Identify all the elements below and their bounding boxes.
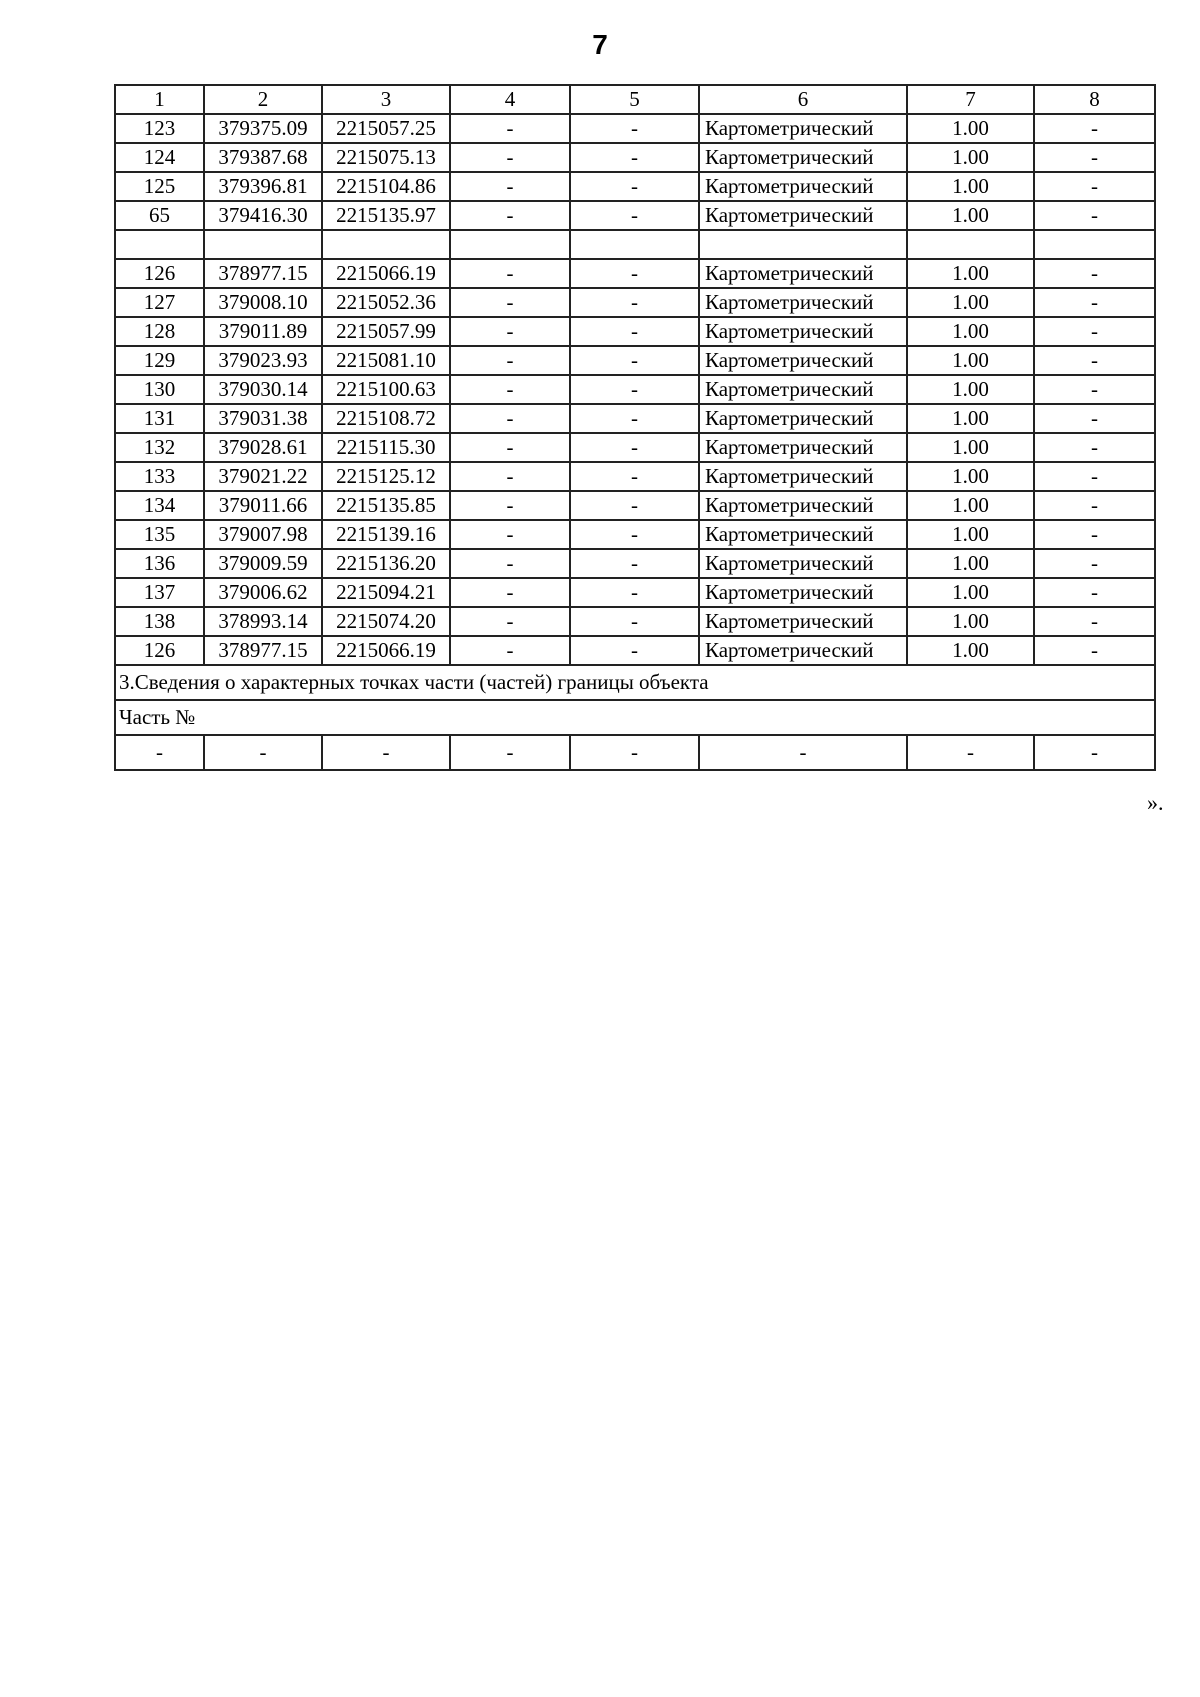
cell-col-6: Картометрический: [699, 172, 907, 201]
cell-col-4: -: [450, 491, 570, 520]
cell-col-1: [115, 230, 204, 259]
cell-col-2: 379023.93: [204, 346, 322, 375]
table-row: [115, 404, 1155, 433]
table-row: [115, 317, 1155, 346]
cell-col-4: -: [450, 288, 570, 317]
cell-col-1: 123: [115, 114, 204, 143]
cell-col-8: -: [1034, 375, 1155, 404]
cell-col-8: -: [1034, 735, 1155, 770]
cell-col-2: 379375.09: [204, 114, 322, 143]
cell-col-8: -: [1034, 201, 1155, 230]
cell-col-3: 2215104.86: [322, 172, 450, 201]
cell-col-7: 1.00: [907, 288, 1034, 317]
cell-col-2: 379416.30: [204, 201, 322, 230]
cell-col-8: -: [1034, 578, 1155, 607]
cell-col-3: 2215139.16: [322, 520, 450, 549]
cell-col-2: 378977.15: [204, 636, 322, 665]
cell-col-2: 379021.22: [204, 462, 322, 491]
cell-col-4: -: [450, 114, 570, 143]
cell-col-8: -: [1034, 317, 1155, 346]
cell-col-4: -: [450, 607, 570, 636]
cell-col-5: -: [570, 491, 699, 520]
cell-col-3: 2215136.20: [322, 549, 450, 578]
cell-col-8: -: [1034, 549, 1155, 578]
cell-col-6: -: [699, 735, 907, 770]
cell-col-8: -: [1034, 491, 1155, 520]
cell-col-4: -: [450, 404, 570, 433]
cell-col-3: 2215125.12: [322, 462, 450, 491]
cell-col-7: 1.00: [907, 491, 1034, 520]
cell-col-3: 2215081.10: [322, 346, 450, 375]
cell-col-1: 124: [115, 143, 204, 172]
table-body: [115, 85, 1155, 770]
cell-col-8: -: [1034, 404, 1155, 433]
cell-col-7: 1.00: [907, 607, 1034, 636]
cell-col-4: -: [450, 143, 570, 172]
cell-col-8: -: [1034, 520, 1155, 549]
cell-col-2: 379396.81: [204, 172, 322, 201]
cell-col-1: 65: [115, 201, 204, 230]
cell-col-6: Картометрический: [699, 607, 907, 636]
cell-col-1: 136: [115, 549, 204, 578]
cell-col-5: -: [570, 201, 699, 230]
cell-col-6: 6: [699, 85, 907, 114]
cell-col-8: -: [1034, 259, 1155, 288]
table-row: [115, 143, 1155, 172]
cell-col-5: -: [570, 404, 699, 433]
page-number: 7: [592, 29, 608, 60]
cell-col-3: [322, 230, 450, 259]
cell-col-2: 379009.59: [204, 549, 322, 578]
cell-col-2: 2: [204, 85, 322, 114]
cell-col-6: Картометрический: [699, 317, 907, 346]
cell-col-2: 378977.15: [204, 259, 322, 288]
table-row: [115, 520, 1155, 549]
cell-col-5: -: [570, 375, 699, 404]
cell-col-4: -: [450, 462, 570, 491]
cell-col-2: 379028.61: [204, 433, 322, 462]
cell-col-8: -: [1034, 636, 1155, 665]
cell-col-4: -: [450, 578, 570, 607]
section3-title-row: [115, 665, 1155, 700]
cell-col-7: -: [907, 735, 1034, 770]
cell-col-5: -: [570, 578, 699, 607]
cell-col-3: 2215100.63: [322, 375, 450, 404]
cell-col-4: -: [450, 346, 570, 375]
cell-col-5: -: [570, 317, 699, 346]
table-row: [115, 491, 1155, 520]
table-row: [115, 114, 1155, 143]
part-label-row-text: Часть №: [115, 700, 1155, 735]
cell-col-6: Картометрический: [699, 462, 907, 491]
cell-col-4: -: [450, 735, 570, 770]
cell-col-1: 1: [115, 85, 204, 114]
cell-col-1: 138: [115, 607, 204, 636]
cell-col-8: -: [1034, 346, 1155, 375]
cell-col-2: 379011.66: [204, 491, 322, 520]
cell-col-6: Картометрический: [699, 346, 907, 375]
cell-col-2: 379011.89: [204, 317, 322, 346]
table-row: [115, 172, 1155, 201]
cell-col-5: -: [570, 520, 699, 549]
cell-col-3: 2215108.72: [322, 404, 450, 433]
cell-col-7: 7: [907, 85, 1034, 114]
cell-col-4: -: [450, 375, 570, 404]
cell-col-1: 126: [115, 636, 204, 665]
table-row: [115, 259, 1155, 288]
cell-col-6: Картометрический: [699, 549, 907, 578]
cell-col-7: 1.00: [907, 172, 1034, 201]
cell-col-2: -: [204, 735, 322, 770]
cell-col-6: Картометрический: [699, 143, 907, 172]
cell-col-7: 1.00: [907, 578, 1034, 607]
cell-col-8: -: [1034, 462, 1155, 491]
cell-col-6: Картометрический: [699, 114, 907, 143]
closing-quote: ».: [1147, 790, 1164, 815]
cell-col-1: 130: [115, 375, 204, 404]
cell-col-1: 131: [115, 404, 204, 433]
cell-col-3: 2215057.99: [322, 317, 450, 346]
cell-col-8: -: [1034, 172, 1155, 201]
table-row: [115, 549, 1155, 578]
table-row: [115, 607, 1155, 636]
cell-col-6: [699, 230, 907, 259]
cell-col-4: -: [450, 636, 570, 665]
table-row: [115, 201, 1155, 230]
cell-col-5: -: [570, 636, 699, 665]
cell-col-5: -: [570, 346, 699, 375]
cell-col-2: 379007.98: [204, 520, 322, 549]
cell-col-1: 133: [115, 462, 204, 491]
cell-col-8: -: [1034, 607, 1155, 636]
cell-col-7: 1.00: [907, 375, 1034, 404]
cell-col-4: [450, 230, 570, 259]
table-row: [115, 462, 1155, 491]
cell-col-5: -: [570, 433, 699, 462]
cell-col-6: Картометрический: [699, 375, 907, 404]
cell-col-7: 1.00: [907, 259, 1034, 288]
cell-col-5: -: [570, 735, 699, 770]
cell-col-1: 137: [115, 578, 204, 607]
cell-col-7: 1.00: [907, 114, 1034, 143]
table-row: [115, 578, 1155, 607]
cell-col-4: -: [450, 172, 570, 201]
cell-col-4: -: [450, 317, 570, 346]
cell-col-8: -: [1034, 433, 1155, 462]
table-row: [115, 375, 1155, 404]
cell-col-1: 127: [115, 288, 204, 317]
cell-col-5: -: [570, 607, 699, 636]
cell-col-6: Картометрический: [699, 491, 907, 520]
cell-col-2: 379387.68: [204, 143, 322, 172]
cell-col-1: 129: [115, 346, 204, 375]
coordinates-table: [114, 84, 1156, 771]
cell-col-3: 2215094.21: [322, 578, 450, 607]
cell-col-5: 5: [570, 85, 699, 114]
table-row: [115, 288, 1155, 317]
cell-col-3: 2215075.13: [322, 143, 450, 172]
cell-col-2: 379008.10: [204, 288, 322, 317]
cell-col-7: 1.00: [907, 520, 1034, 549]
cell-col-5: -: [570, 172, 699, 201]
header-row: [115, 85, 1155, 114]
cell-col-2: 379030.14: [204, 375, 322, 404]
cell-col-3: 2215066.19: [322, 259, 450, 288]
cell-col-7: 1.00: [907, 201, 1034, 230]
cell-col-3: 2215115.30: [322, 433, 450, 462]
cell-col-8: 8: [1034, 85, 1155, 114]
cell-col-3: 3: [322, 85, 450, 114]
cell-col-1: -: [115, 735, 204, 770]
cell-col-6: Картометрический: [699, 201, 907, 230]
cell-col-7: 1.00: [907, 549, 1034, 578]
cell-col-1: 132: [115, 433, 204, 462]
table-row: [115, 636, 1155, 665]
cell-col-7: 1.00: [907, 143, 1034, 172]
cell-col-3: 2215135.97: [322, 201, 450, 230]
empty-separator-row: [115, 230, 1155, 259]
cell-col-3: -: [322, 735, 450, 770]
cell-col-5: [570, 230, 699, 259]
cell-col-6: Картометрический: [699, 404, 907, 433]
cell-col-4: -: [450, 549, 570, 578]
cell-col-1: 126: [115, 259, 204, 288]
cell-col-7: 1.00: [907, 346, 1034, 375]
cell-col-8: [1034, 230, 1155, 259]
cell-col-8: -: [1034, 143, 1155, 172]
cell-col-7: 1.00: [907, 433, 1034, 462]
cell-col-3: 2215074.20: [322, 607, 450, 636]
part-label-row: [115, 700, 1155, 735]
cell-col-7: 1.00: [907, 404, 1034, 433]
cell-col-5: -: [570, 259, 699, 288]
cell-col-1: 134: [115, 491, 204, 520]
cell-col-4: -: [450, 520, 570, 549]
cell-col-8: -: [1034, 288, 1155, 317]
part-data-row: [115, 735, 1155, 770]
cell-col-5: -: [570, 114, 699, 143]
cell-col-4: 4: [450, 85, 570, 114]
cell-col-5: -: [570, 288, 699, 317]
table-row: [115, 433, 1155, 462]
section3-title-row-text: 3.Сведения о характерных точках части (частей) границы объекта: [115, 665, 1155, 700]
cell-col-2: 378993.14: [204, 607, 322, 636]
cell-col-5: -: [570, 462, 699, 491]
cell-col-1: 125: [115, 172, 204, 201]
table-row: [115, 346, 1155, 375]
cell-col-7: 1.00: [907, 636, 1034, 665]
cell-col-2: 379031.38: [204, 404, 322, 433]
cell-col-4: -: [450, 201, 570, 230]
cell-col-3: 2215066.19: [322, 636, 450, 665]
cell-col-5: -: [570, 143, 699, 172]
cell-col-6: Картометрический: [699, 578, 907, 607]
cell-col-6: Картометрический: [699, 520, 907, 549]
cell-col-3: 2215057.25: [322, 114, 450, 143]
cell-col-6: Картометрический: [699, 259, 907, 288]
cell-col-7: 1.00: [907, 317, 1034, 346]
cell-col-3: 2215135.85: [322, 491, 450, 520]
cell-col-2: [204, 230, 322, 259]
cell-col-6: Картометрический: [699, 636, 907, 665]
cell-col-4: -: [450, 433, 570, 462]
cell-col-1: 135: [115, 520, 204, 549]
cell-col-5: -: [570, 549, 699, 578]
cell-col-6: Картометрический: [699, 433, 907, 462]
cell-col-1: 128: [115, 317, 204, 346]
cell-col-8: -: [1034, 114, 1155, 143]
cell-col-7: 1.00: [907, 462, 1034, 491]
cell-col-2: 379006.62: [204, 578, 322, 607]
cell-col-7: [907, 230, 1034, 259]
cell-col-6: Картометрический: [699, 288, 907, 317]
cell-col-4: -: [450, 259, 570, 288]
cell-col-3: 2215052.36: [322, 288, 450, 317]
